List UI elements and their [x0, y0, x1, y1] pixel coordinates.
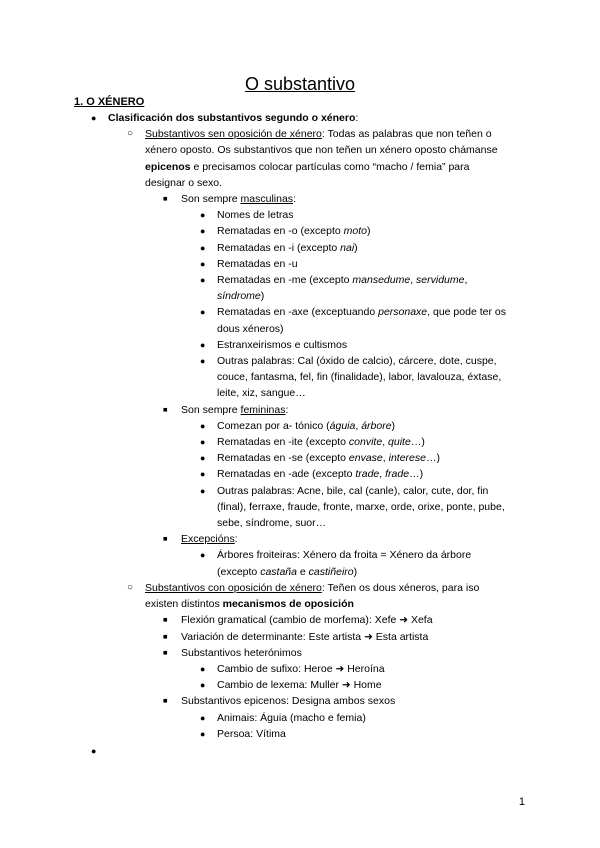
bullet-square: ■ [163, 194, 168, 204]
page-number: 1 [518, 796, 525, 808]
document-body: ● Clasificación dos substantivos segundo o xénero: ○ Substantivos sen oposición de xénero: Todas as palabras que non teñen o xénero oposto. Os substantivos que non teñen un xénero oposto chámanse epicenos e precisamos colocar partículas como “macho / femia” para designar o sexo. ■ Son sempre masculinas: ● Nomes de letras ● Rematadas en -o (excepto moto) ● Rematadas en -i (excepto nai) ● Rematadas en -u ● Rematadas en -me (excepto mansedume, servidume, síndrome) ● Rematadas en -axe (exceptuando personaxe, que pode ter os dous xéneros) ● Estranxeirismos e cultismos ● Outras palabras: Cal (óxido de calcio), cárcere, dote, cuspe, couce, fantasma, fel, fin (finalidade), labor, lavalouza, éxtase, leite, xiz, sangue… ■ Son sempre femininas: ● Comezan por a- tónico (águia, árbore) ● Rematadas en -ite (excepto convite, quite…) ● Rematadas en -se (excepto envase, interese…) ● Rematadas en -ade (excepto trade, frade…) ● Outras palabras: Acne, bile, cal (canle), calor, cute, dor, fin (final), ferraxe, fraude, fronte, marxe, orde, orixe, ponte, pube, sebe, síndrome, suor… ■ Excepcións: ● Árbores froiteiras: Xénero da froita = Xénero da árbore (excepto castaña e castiñeiro) ○ Substantivos con oposición de xénero: Teñen os dous xéneros, para iso existen distintos mecanismos de oposición ■ Flexión gramatical (cambio de morfema): Xefe ➜ Xefa ■ Variación de determinante: Este artista ➜ Esta artista ■ Substantivos heterónimos ● Cambio de sufixo: Heroe ➜ Heroína ● Cambio de lexema: Muller ➜ Home ■ Substantivos epicenos: Designa ambos sexos ● Animais: Águia (macho e femia) ● Persoa: Vítima ● [0, 110, 600, 759]
list-item: ● Cambio de lexema: Muller ➜ Home [200, 679, 382, 692]
list-item: ○ Substantivos con oposición de xénero: Teñen os dous xéneros, para iso [127, 581, 480, 594]
list-item: ■ Son sempre femininas: [163, 403, 289, 416]
list-item: ○ Substantivos sen oposición de xénero: Todas as palabras que non teñen o [0, 126, 600, 142]
list-item: ● Rematadas en -ite (excepto convite, quite…) [200, 436, 425, 449]
list-item: ● Rematadas en -u [200, 257, 298, 270]
paragraph-line: xénero oposto. Os substantivos que non teñen un xénero oposto chámanse [145, 144, 498, 157]
list-item: ■ Substantivos epicenos: Designa ambos sexos [163, 695, 396, 708]
list-item: ● Cambio de sufixo: Heroe ➜ Heroína [200, 662, 385, 675]
paragraph-line: designar o sexo. [145, 176, 223, 189]
list-item: ● Clasificación dos substantivos segundo o xénero: [0, 110, 600, 126]
list-item: ● Outras palabras: Cal (óxido de calcio), cárcere, dote, cuspe, [200, 355, 497, 368]
list-item: ● Rematadas en -o (excepto moto) [200, 225, 371, 238]
bullet-disc: ● [91, 113, 97, 123]
list-item: ● Rematadas en -axe (exceptuando personaxe, que pode ter os [200, 306, 506, 319]
list-item: ● Nomes de letras [200, 209, 294, 222]
page-title: O substantivo [244, 74, 356, 94]
term-sen-oposicion: Substantivos sen oposición de xénero [145, 128, 322, 141]
list-item: ● Rematadas en -me (excepto mansedume, servidume, [200, 274, 468, 287]
list-item: ● Estranxeirismos e cultismos [200, 338, 348, 351]
list-item: ● Animais: Águia (macho e femia) [200, 711, 366, 724]
list-item: ■ Substantivos heterónimos [163, 646, 302, 659]
classification-heading: Clasificación dos substantivos segundo o xénero [108, 112, 356, 124]
term-femininas: femininas [240, 403, 286, 416]
list-item: ● Outras palabras: Acne, bile, cal (canle), calor, cute, dor, fin [200, 484, 489, 497]
list-item: ■ Excepcións: [163, 533, 238, 546]
term-excepcions: Excepcións [181, 533, 235, 546]
list-item: ● Rematadas en -i (excepto nai) [200, 241, 358, 254]
term-epicenos: epicenos [145, 160, 191, 173]
list-item: ● Árbores froiteiras: Xénero da froita = Xénero da árbore [200, 549, 472, 562]
term-con-oposicion: Substantivos con oposición de xénero [145, 581, 322, 594]
list-item: ● Rematadas en -ade (excepto trade, frade…) [200, 468, 424, 481]
term-mecanismos: mecanismos de oposición [222, 598, 354, 611]
list-item: ● Persoa: Vítima [200, 727, 286, 740]
list-item: ■ Flexión gramatical (cambio de morfema): Xefe ➜ Xefa [163, 614, 433, 627]
list-item: ● Comezan por a- tónico (águia, árbore) [200, 419, 396, 432]
term-masculinas: masculinas [240, 193, 294, 206]
list-item-empty: ● [91, 745, 97, 756]
list-item: ■ Variación de determinante: Este artista ➜ Esta artista [163, 630, 429, 643]
bullet-circle: ○ [127, 128, 134, 140]
list-item: ● Rematadas en -se (excepto envase, interese…) [200, 452, 440, 465]
section-heading: 1. O XÉNERO [74, 96, 145, 108]
list-item: ■ Son sempre masculinas: [0, 191, 600, 207]
